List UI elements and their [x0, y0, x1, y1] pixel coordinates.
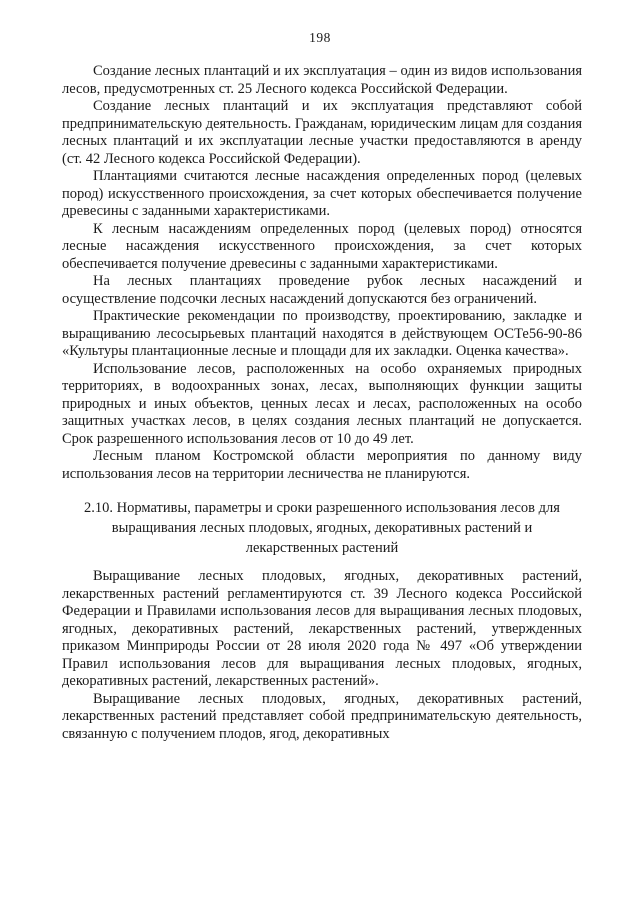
paragraph: Создание лесных плантаций и их эксплуатация – один из видов использования лесов, предусмотренных ст. 25 Лесного кодекса Российской Федерации. — [62, 63, 582, 97]
paragraph: На лесных плантациях проведение рубок лесных насаждений и осуществление подсочки лесных насаждений допускаются без ограничений. — [62, 273, 582, 307]
paragraph: Плантациями считаются лесные насаждения определенных пород (целевых пород) искусственного происхождения, за счет которых обеспечивается получение древесины с заданными характеристиками. — [62, 168, 582, 219]
paragraph: Выращивание лесных плодовых, ягодных, декоративных растений, лекарственных растений представляет собой предпринимательскую деятельность, связанную с получением плодов, ягод, декоративных — [62, 690, 582, 742]
paragraph: К лесным насаждениям определенных пород (целевых пород) относятся лесные насаждения искусственного происхождения, за счет которых обеспечивается получение древесины с заданными характеристиками. — [62, 220, 582, 272]
paragraph: Создание лесных плантаций и их эксплуатация представляют собой предпринимательскую деятельность. Гражданам, юридическим лицам для создания лесных плантаций и их эксплуатации лесные участки предоставляются в аренду (ст. 42 Лесного кодекса Российской Федерации). — [62, 98, 582, 167]
paragraph: Использование лесов, расположенных на особо охраняемых природных территориях, в водоохранных зонах, лесах, выполняющих функции защиты природных и иных объектов, ценных лесах и лесах, расположенных на особо защитных участках лесов, в целях создания лесных плантаций не допускается. Срок разрешенного использования лесов от 10 до 49 лет. — [62, 360, 582, 447]
paragraph: Выращивание лесных плодовых, ягодных, декоративных растений, лекарственных растений регламентируются ст. 39 Лесного кодекса Российской Федерации и Правилами использования лесов для выращивания лесных плодовых, ягодных, декоративных растений, лекарственных растений, утвержденных приказом Минприроды России от 28 июля 2020 года № 497 «Об утверждении Правил использования лесов для выращивания лесных плодовых, ягодных, декоративных растений, лекарственных растений». — [62, 568, 582, 689]
page-number: 198 — [309, 30, 331, 45]
document-body — [62, 63, 582, 743]
section-heading: 2.10. Нормативы, параметры и сроки разрешенного использования лесов для выращивания лесных плодовых, ягодных, декоративных растений и лекарственных растений — [84, 500, 560, 556]
paragraph: Лесным планом Костромской области мероприятия по данному виду использования лесов на территории лесничества не планируются. — [62, 448, 582, 482]
paragraph: Практические рекомендации по производству, проектированию, закладке и выращиванию лесосырьевых плантаций находятся в действующем ОСТе56-90-86 «Культуры плантационные лесные и площади для их закладки. Оценка качества». — [62, 308, 582, 359]
